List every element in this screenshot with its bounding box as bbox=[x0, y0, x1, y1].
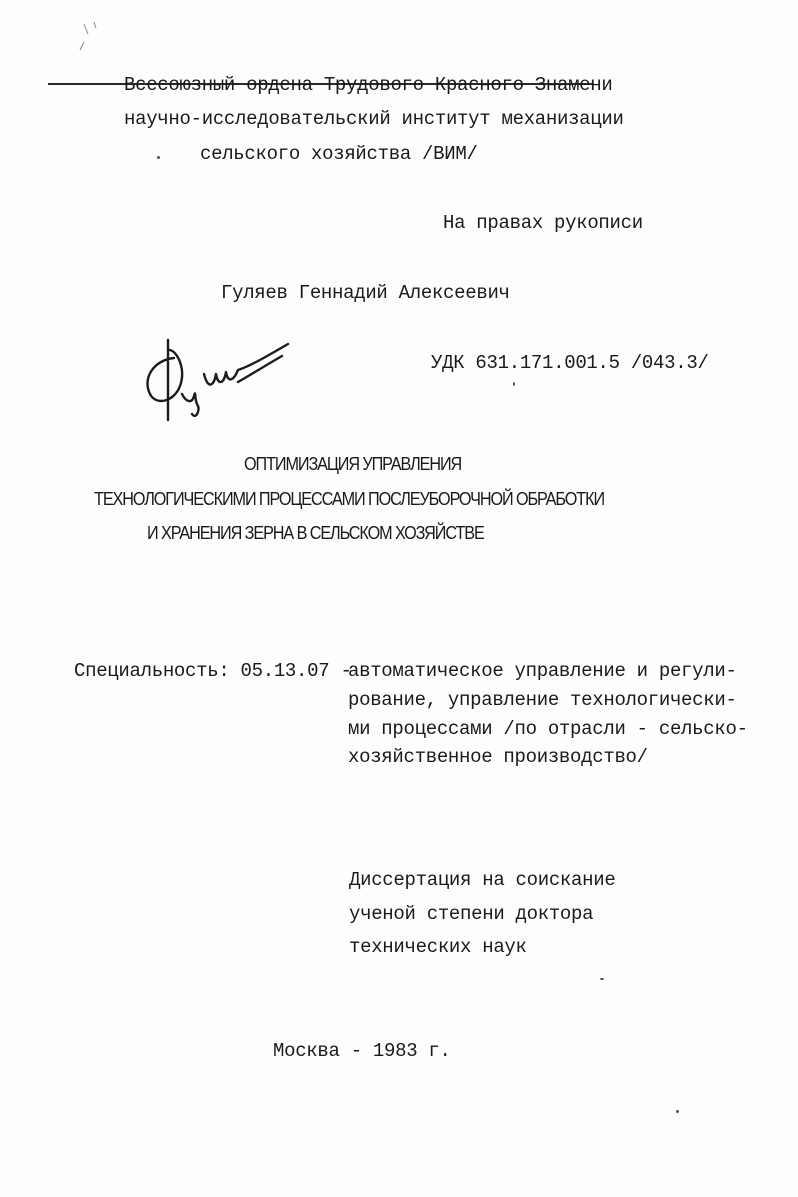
institution-line-2: научно-исследовательский институт механизации bbox=[124, 108, 624, 130]
title-line-1: ОПТИМИЗАЦИЯ УПРАВЛЕНИЯ bbox=[244, 454, 462, 474]
place-year: Москва - 1983 г. bbox=[273, 1040, 451, 1062]
dissertation-line-3: технических наук bbox=[349, 936, 527, 958]
speck bbox=[513, 382, 515, 386]
specialty-line-4: хозяйственное производство/ bbox=[348, 746, 648, 768]
title-line-2: ТЕХНОЛОГИЧЕСКИМИ ПРОЦЕССАМИ ПОСЛЕУБОРОЧНОЙ ОБРАБОТКИ bbox=[94, 489, 605, 509]
specialty-line-2: рование, управление технологически- bbox=[348, 689, 737, 711]
speck bbox=[676, 1110, 679, 1113]
speck bbox=[157, 156, 160, 159]
title-line-3: И ХРАНЕНИЯ ЗЕРНА В СЕЛЬСКОМ ХОЗЯЙСТВЕ bbox=[147, 523, 484, 543]
specialty-label: Специальность: 05.13.07 - bbox=[74, 660, 352, 682]
pen-mark bbox=[70, 20, 110, 70]
institution-line-3: сельского хозяйства /ВИМ/ bbox=[200, 143, 478, 165]
speck bbox=[600, 978, 604, 980]
specialty-line-3: ми процессами /по отрасли - сельско- bbox=[348, 718, 748, 740]
institution-line-1: Всесоюзный ордена Трудового Красного Знамени bbox=[124, 74, 613, 96]
author-signature bbox=[134, 330, 304, 430]
specialty-line-1: автоматическое управление и регули- bbox=[348, 660, 737, 682]
manuscript-rights: На правах рукописи bbox=[443, 212, 643, 234]
dissertation-line-2: ученой степени доктора bbox=[349, 903, 594, 925]
udc-code: УДК 631.171.001.5 /043.3/ bbox=[431, 352, 709, 374]
author-name: Гуляев Геннадий Алексеевич bbox=[221, 282, 510, 304]
dissertation-line-1: Диссертация на соискание bbox=[349, 869, 616, 891]
